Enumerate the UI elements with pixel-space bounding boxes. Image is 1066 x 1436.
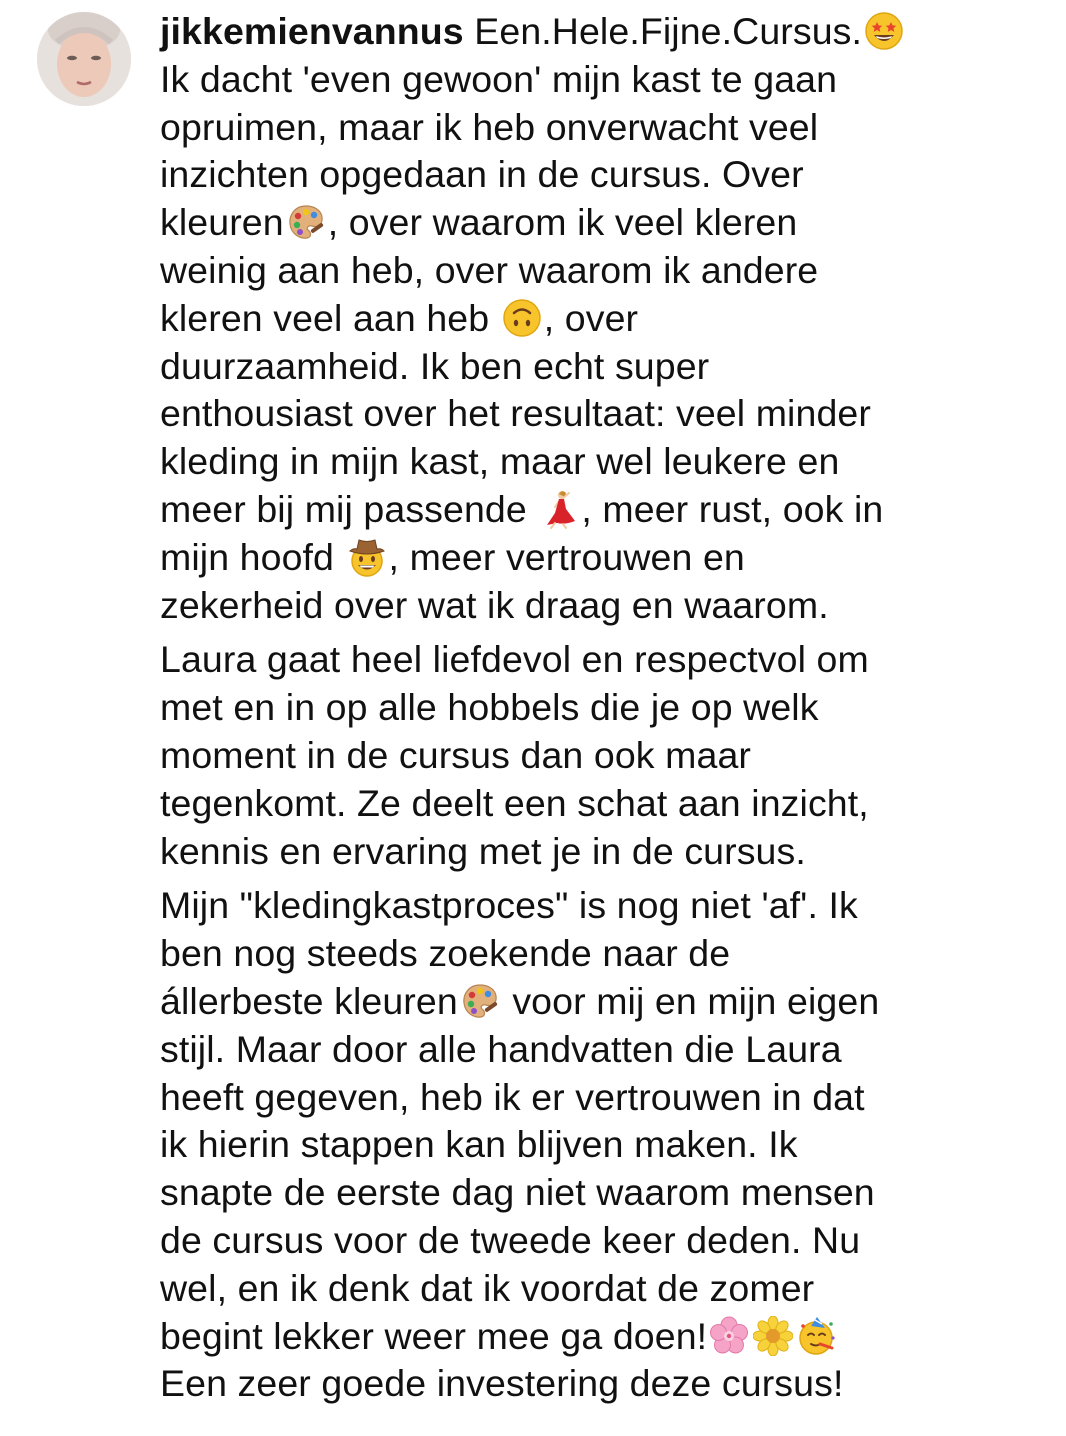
comment-line: ik hierin stappen kan blijven maken. Ik — [160, 1123, 798, 1166]
comment-line: Ik dacht 'even gewoon' mijn kast te gaan — [160, 57, 838, 100]
username-link[interactable]: jikkemienvannus — [160, 10, 464, 52]
comment-line — [160, 199, 1020, 247]
comment-text-segment: , over waarom ik veel kleren — [327, 201, 798, 244]
comment-header — [160, 8, 1020, 56]
comment-line: zekerheid over wat ik draag en waarom. — [160, 583, 829, 626]
comment-line: duurzaamheid. Ik ben echt super — [160, 344, 710, 387]
comment-line: inzichten opgedaan in de cursus. Over — [160, 153, 804, 196]
comment-line: snapte de eerste dag niet waarom mensen — [160, 1171, 875, 1214]
comment-line: stijl. Maar door alle handvatten die Laura — [160, 1027, 842, 1070]
comment-text-segment: , over — [543, 296, 639, 339]
star-struck-emoji-icon — [864, 11, 904, 51]
comment-text-segment: voor mij en mijn eigen — [501, 979, 880, 1022]
partying-face-emoji-icon — [797, 1316, 837, 1356]
comment-line: Mijn "kledingkastproces" is nog niet 'af'. Ik — [160, 884, 858, 927]
comment-line: kennis en ervaring met je in de cursus. — [160, 829, 806, 872]
comment-text-segment: begint lekker weer mee ga doen! — [160, 1314, 708, 1357]
upside-down-face-emoji-icon — [502, 298, 542, 338]
cherry-blossom-emoji-icon — [709, 1316, 749, 1356]
comment-line: Een zeer goede investering deze cursus! — [160, 1362, 844, 1405]
artist-palette-emoji-icon — [460, 981, 500, 1021]
comment-text-segment: , meer rust, ook in — [581, 487, 884, 530]
comment-line: Laura gaat heel liefdevol en respectvol om — [160, 638, 869, 681]
comment-line — [160, 295, 1020, 343]
comment-text-segment: kleren veel aan heb — [160, 296, 500, 339]
comment-line: opruimen, maar ik heb onverwacht veel — [160, 105, 819, 148]
artist-palette-emoji-icon — [286, 202, 326, 242]
comment-line — [160, 978, 1020, 1026]
comment-line: moment in de cursus dan ook maar — [160, 733, 751, 776]
comment-line: heeft gegeven, heb ik er vertrouwen in dat — [160, 1075, 865, 1118]
comment-line: tegenkomt. Ze deelt een schat aan inzicht, — [160, 781, 869, 824]
comment-headline: Een.Hele.Fijne.Cursus. — [474, 10, 863, 52]
comment-text-segment: kleuren — [160, 201, 284, 244]
blossom-emoji-icon — [753, 1316, 793, 1356]
comment-line: met en in op alle hobbels die je op welk — [160, 686, 819, 729]
comment-line: de cursus voor de tweede keer deden. Nu — [160, 1218, 861, 1261]
comment-line: ben nog steeds zoekende naar de — [160, 932, 731, 975]
comment-line: weinig aan heb, over waarom ik andere — [160, 248, 819, 291]
comment-line: wel, en ik denk dat ik voordat de zomer — [160, 1266, 815, 1309]
comment-line: enthousiast over het resultaat: veel minder — [160, 392, 871, 435]
comment-text-segment: , meer vertrouwen en — [388, 535, 745, 578]
comment-text — [160, 8, 1020, 1408]
comment-line — [160, 534, 1020, 582]
woman-dancing-emoji-icon — [539, 489, 579, 529]
comment-text-segment: mijn hoofd — [160, 535, 345, 578]
comment-text-segment: meer bij mij passende — [160, 487, 538, 530]
cowboy-hat-face-emoji-icon — [347, 537, 387, 577]
avatar[interactable] — [37, 12, 131, 106]
comment-line — [160, 486, 1020, 534]
comment-line — [160, 1313, 1020, 1361]
comment-line: kleding in mijn kast, maar wel leukere en — [160, 440, 840, 483]
comment-text-segment: állerbeste kleuren — [160, 979, 458, 1022]
